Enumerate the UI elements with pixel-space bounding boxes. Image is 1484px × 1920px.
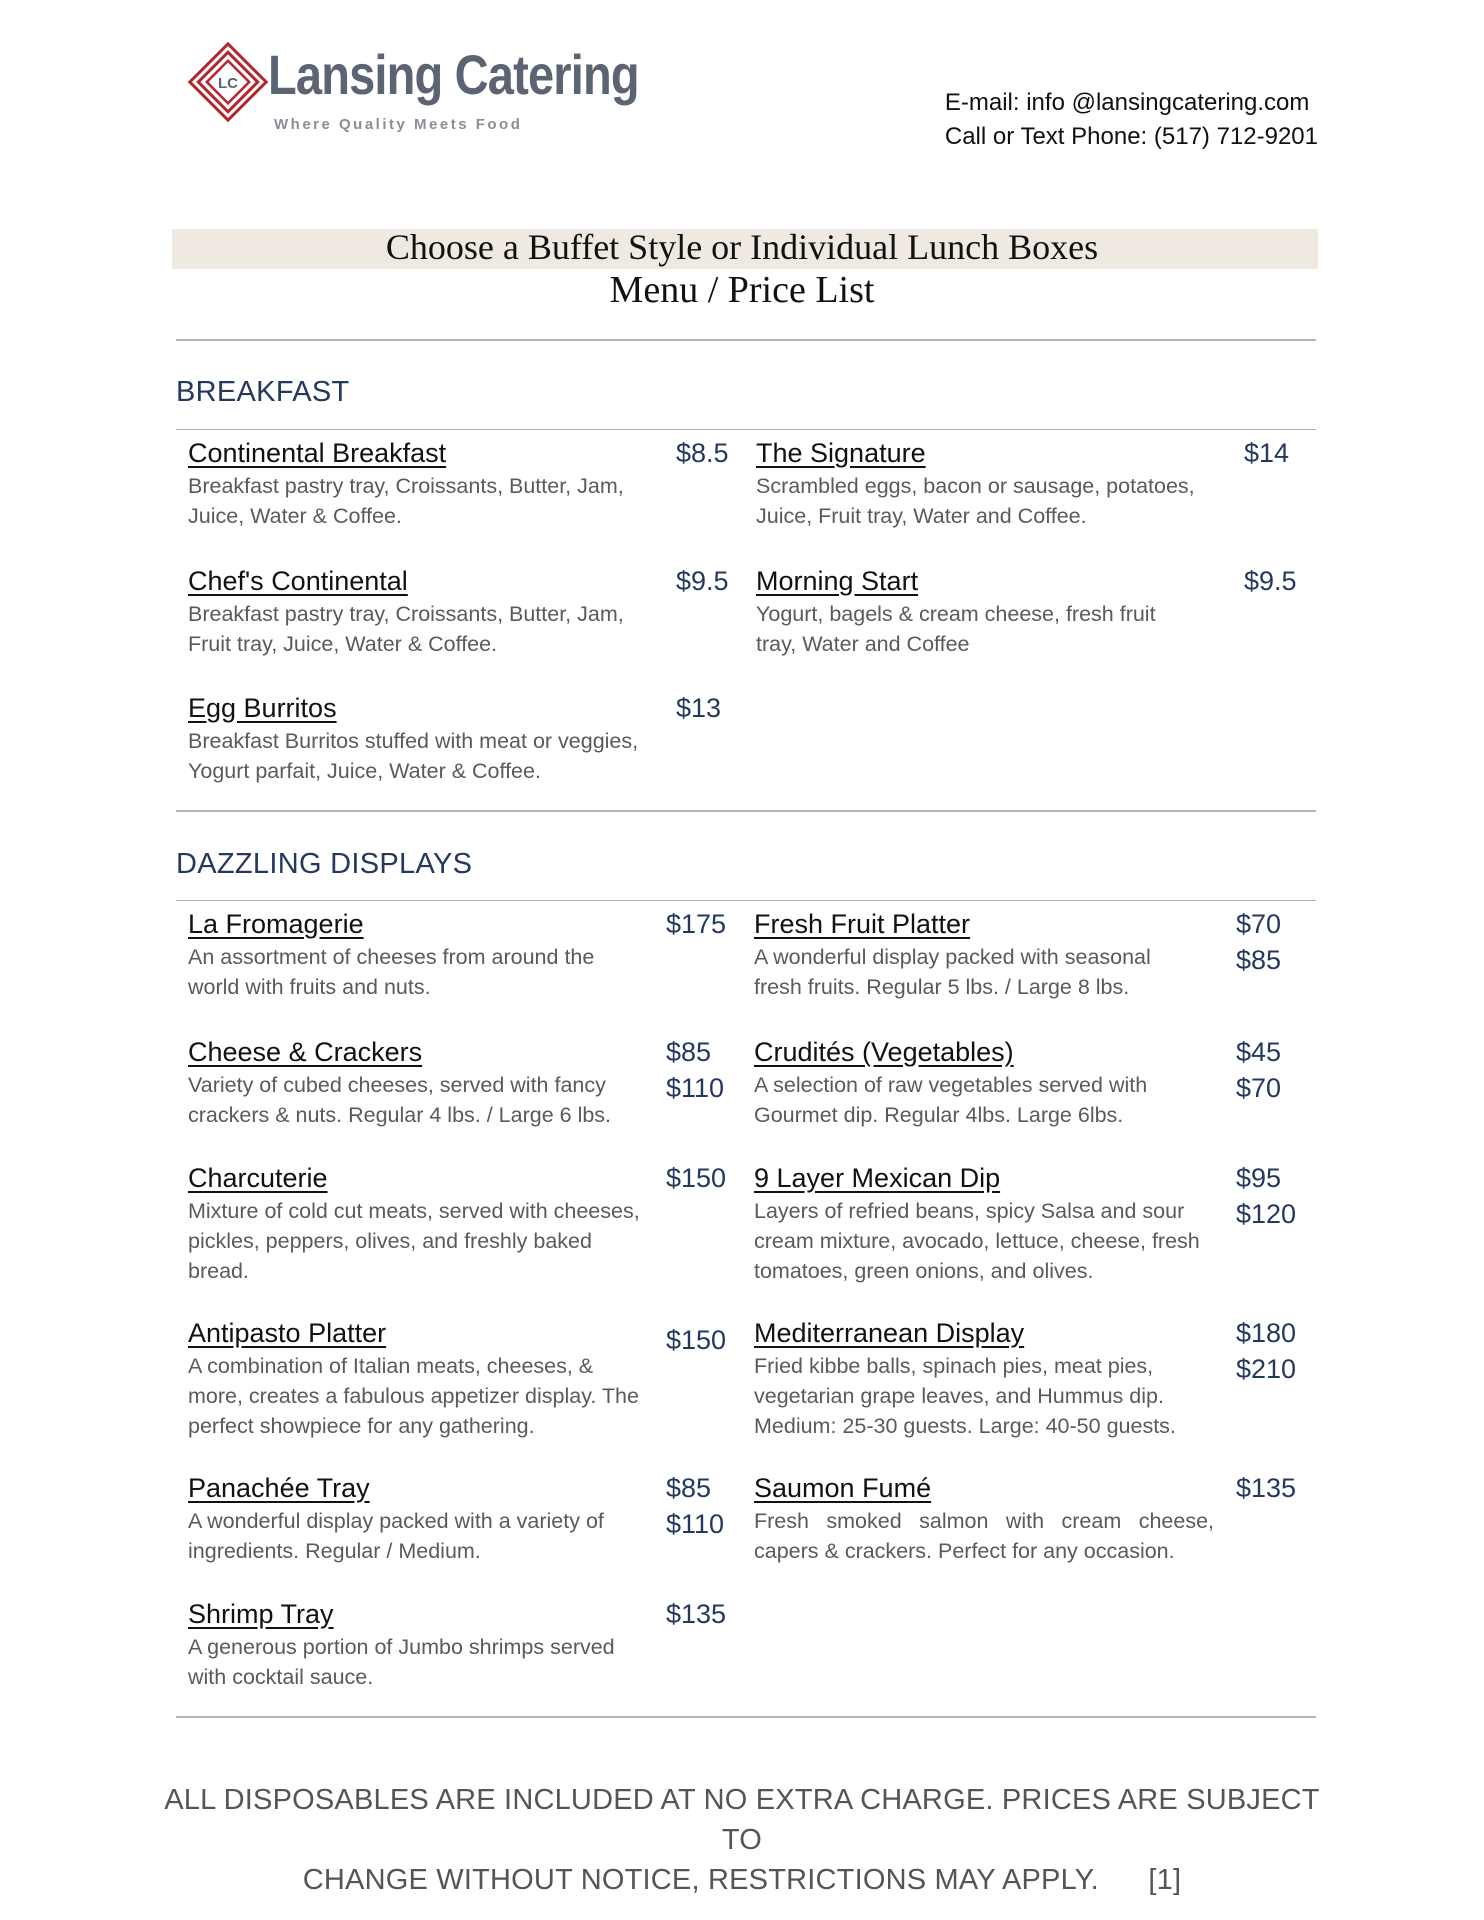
item-price: $85 [666, 1037, 712, 1067]
company-logo [186, 36, 639, 146]
item-name: Fresh Fruit Platter [754, 909, 971, 939]
page-headline: Choose a Buffet Style or Individual Lunch Boxes [385, 227, 1099, 267]
item-name: Shrimp Tray [188, 1599, 334, 1629]
footer-line-2: CHANGE WITHOUT NOTICE, RESTRICTIONS MAY APPLY. [302, 1864, 1099, 1896]
item-description: A generous portion of Jumbo shrimps served with cocktail sauce. [188, 1635, 615, 1689]
item-price: $13 [676, 693, 722, 723]
item-description: A combination of Italian meats, cheeses, & more, creates a fabulous appetizer display. The perfect showpiece for any gathering. [188, 1354, 639, 1438]
item-name: Crudités (Vegetables) [754, 1037, 1014, 1067]
item-price: $150 [666, 1163, 727, 1193]
item-description: Variety of cubed cheeses, served with fancy crackers & nuts. Regular 4 lbs. / Large 6 lbs. [188, 1073, 612, 1127]
item-description: Breakfast pastry tray, Croissants, Butter, Jam, Fruit tray, Juice, Water & Coffee. [188, 602, 624, 656]
menu-item [188, 435, 648, 531]
menu-item [754, 1160, 1214, 1286]
divider [176, 900, 1316, 901]
menu-item [188, 563, 648, 659]
item-description: Scrambled eggs, bacon or sausage, potatoes, Juice, Fruit tray, Water and Coffee. [756, 474, 1195, 528]
item-description: An assortment of cheeses from around the world with fruits and nuts. [188, 945, 595, 999]
contact-info [945, 86, 1318, 154]
menu-item [754, 906, 1194, 1002]
item-price: $135 [666, 1599, 727, 1629]
item-price: $70 [1236, 909, 1282, 939]
item-price: $150 [666, 1325, 727, 1355]
footnote-ref[interactable]: [1] [1148, 1864, 1182, 1896]
contact-phone[interactable]: Call or Text Phone: (517) 712-9201 [944, 123, 1318, 150]
item-description: Fresh smoked salmon with cream cheese, capers & crackers. Perfect for any occasion. [754, 1509, 1214, 1563]
menu-item [188, 1034, 644, 1130]
item-price: $95 [1236, 1163, 1282, 1193]
menu-item [188, 1160, 644, 1286]
divider [176, 339, 1316, 341]
item-name: Chef's Continental [188, 566, 408, 596]
item-description: Layers of refried beans, spicy Salsa and sour cream mixture, avocado, lettuce, cheese, fresh tomatoes, green onions, and olives. [754, 1199, 1200, 1283]
item-name: Mediterranean Display [754, 1318, 1025, 1348]
item-name: Saumon Fumé [754, 1473, 932, 1503]
item-price-large: $210 [1236, 1354, 1297, 1384]
item-price: $85 [666, 1473, 712, 1503]
divider [176, 810, 1316, 812]
item-description: Breakfast pastry tray, Croissants, Butter, Jam, Juice, Water & Coffee. [188, 474, 624, 528]
item-name: Continental Breakfast [188, 438, 447, 468]
logo-monogram: LC [218, 75, 238, 92]
footer-notice [150, 1780, 1334, 1900]
item-price-large: $110 [666, 1073, 725, 1103]
footer-line-2-wrap [150, 1860, 1334, 1900]
item-price: $135 [1236, 1473, 1297, 1503]
logo-tagline: Where Quality Meets Food [274, 116, 523, 133]
menu-item [756, 435, 1226, 531]
logo-name: Lansing Catering [268, 43, 639, 106]
section-title-displays: DAZZLING DISPLAYS [176, 848, 473, 880]
item-price-large: $85 [1236, 945, 1282, 975]
menu-item [754, 1315, 1214, 1441]
item-description: A wonderful display packed with a variety of ingredients. Regular / Medium. [188, 1509, 604, 1563]
item-name: Panachée Tray [188, 1473, 370, 1503]
section-title-breakfast: BREAKFAST [176, 376, 350, 408]
divider [176, 429, 1316, 430]
item-name: Charcuterie [188, 1163, 328, 1193]
item-price: $8.5 [676, 438, 729, 468]
logo-diamond-icon [186, 40, 270, 124]
item-name: Egg Burritos [188, 693, 337, 723]
menu-item [188, 690, 658, 786]
item-price: $175 [666, 909, 727, 939]
divider [176, 1716, 1316, 1718]
item-price-large: $110 [666, 1509, 725, 1539]
item-description: Fried kibbe balls, spinach pies, meat pies, vegetarian grape leaves, and Hummus dip. Medium: 25-30 guests. Large: 40-50 guests. [754, 1354, 1176, 1438]
item-price: $14 [1244, 438, 1290, 468]
item-name: 9 Layer Mexican Dip [754, 1163, 1001, 1193]
menu-item [756, 563, 1196, 659]
item-price: $9.5 [1244, 566, 1297, 596]
item-price: $180 [1236, 1318, 1297, 1348]
menu-item [188, 1315, 644, 1441]
item-description: Mixture of cold cut meats, served with cheeses, pickles, peppers, olives, and freshly baked bread. [188, 1199, 640, 1283]
menu-item [188, 1596, 644, 1692]
item-name: Cheese & Crackers [188, 1037, 423, 1067]
item-price-large: $70 [1236, 1073, 1282, 1103]
item-description: Yogurt, bagels & cream cheese, fresh fruit tray, Water and Coffee [756, 602, 1156, 656]
footer-line-1: ALL DISPOSABLES ARE INCLUDED AT NO EXTRA CHARGE. PRICES ARE SUBJECT TO [164, 1784, 1320, 1856]
item-description: Breakfast Burritos stuffed with meat or veggies, Yogurt parfait, Juice, Water & Coffee. [188, 729, 639, 783]
item-name: Antipasto Platter [188, 1318, 387, 1348]
item-price: $9.5 [676, 566, 729, 596]
item-name: The Signature [756, 438, 926, 468]
menu-item [754, 1470, 1214, 1566]
item-price: $45 [1236, 1037, 1282, 1067]
page-subtitle: Menu / Price List [609, 269, 875, 311]
menu-item [754, 1034, 1194, 1130]
item-name: La Fromagerie [188, 909, 364, 939]
contact-email[interactable]: E-mail: info @lansingcatering.com [944, 89, 1310, 116]
menu-item [188, 906, 644, 1002]
item-price-large: $120 [1236, 1199, 1297, 1229]
item-description: A selection of raw vegetables served with Gourmet dip. Regular 4lbs. Large 6lbs. [754, 1073, 1148, 1127]
item-description: A wonderful display packed with seasonal fresh fruits. Regular 5 lbs. / Large 8 lbs. [754, 945, 1151, 999]
menu-item [188, 1470, 644, 1566]
item-name: Morning Start [756, 566, 919, 596]
